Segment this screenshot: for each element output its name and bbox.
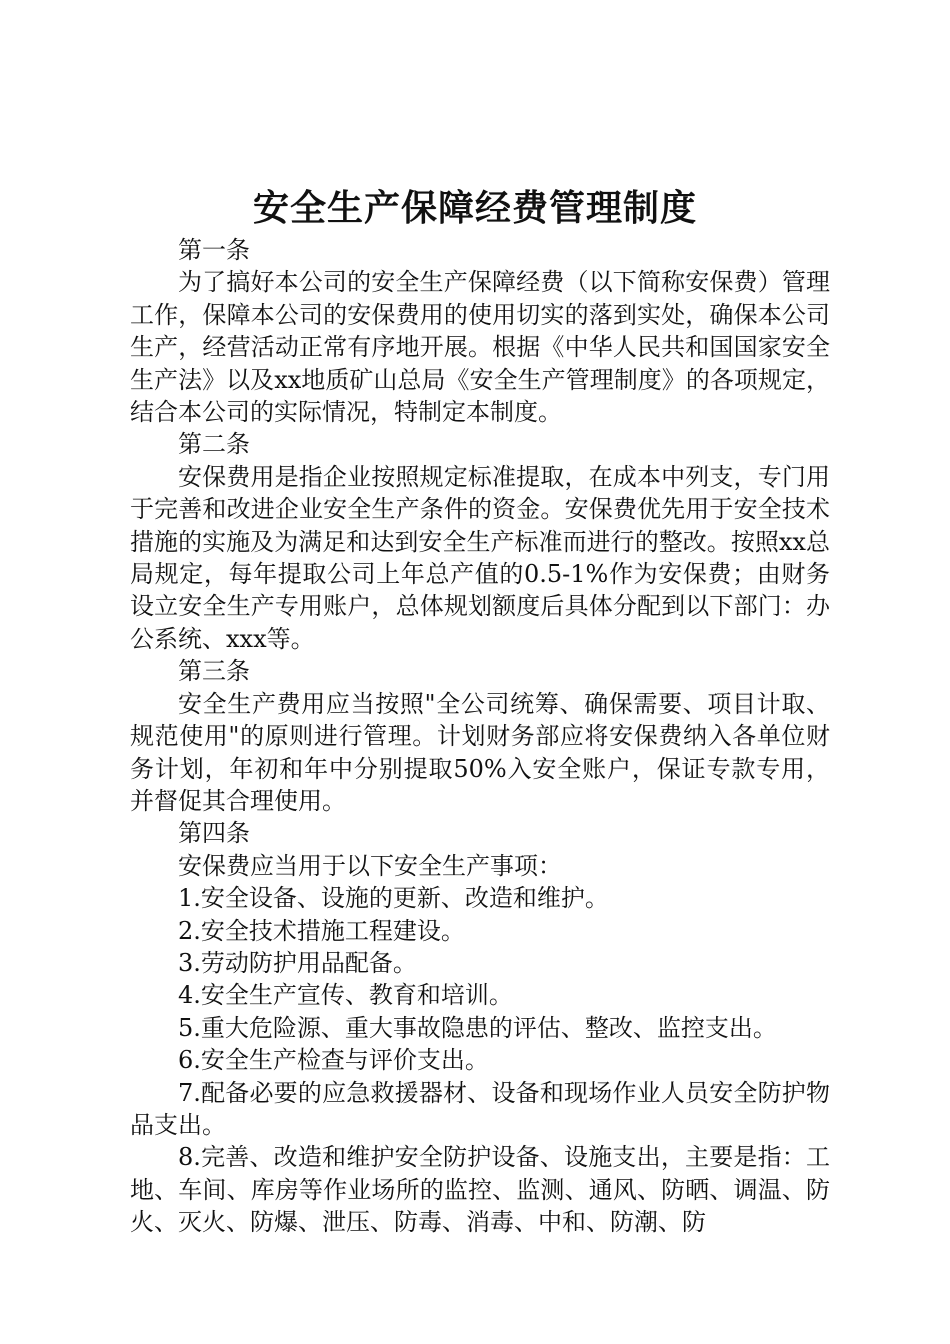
list-item: 1.安全设备、设施的更新、改造和维护。	[178, 884, 609, 913]
article-heading-2: 第二条	[178, 430, 250, 459]
list-item: 5.重大危险源、重大事故隐患的评估、整改、监控支出。	[178, 1013, 777, 1042]
list-item: 4.安全生产宣传、教育和培训。	[178, 981, 513, 1010]
list-item: 2.安全技术措施工程建设。	[178, 916, 465, 945]
list-item: 3.劳动防护用品配备。	[178, 948, 417, 977]
article-heading-4: 第四条	[178, 819, 250, 848]
article-1-paragraph: 为了搞好本公司的安全生产保障经费（以下简称安保费）管理工作，保障本公司的安保费用的使用切实的落到实处，确保本公司生产，经营活动正常有序地开展。根据《中华人民共和国国家安全生产法》以及xx地质矿山总局《安全生产管理制度》的各项规定，结合本公司的实际情况，特制定本制度。	[130, 268, 830, 427]
article-4-intro: 安保费应当用于以下安全生产事项：	[178, 851, 562, 880]
article-heading-1: 第一条	[178, 236, 250, 264]
list-item: 8.完善、改造和维护安全防护设备、设施支出，主要是指：工地、车间、库房等作业场所的监控、监测、通风、防晒、调温、防火、灭火、防爆、泄压、防毒、消毒、中和、防潮、防	[130, 1143, 830, 1237]
list-item: 7.配备必要的应急救援器材、设备和现场作业人员安全防护物品支出。	[130, 1078, 830, 1139]
document-title: 安全生产保障经费管理制度	[252, 187, 697, 229]
article-2-paragraph: 安保费用是指企业按照规定标准提取，在成本中列支，专门用于完善和改进企业安全生产条件的资金。安保费优先用于安全技术措施的实施及为满足和达到安全生产标准而进行的整改。按照xx总局规定，每年提取公司上年总产值的0.5-1%作为安保费；由财务设立安全生产专用账户，总体规划额度后具体分配到以下部门：办公系统、xxx等。	[130, 462, 830, 653]
article-3-paragraph: 安全生产费用应当按照"全公司统筹、确保需要、项目计取、规范使用"的原则进行管理。计划财务部应将安保费纳入各单位财务计划，年初和年中分别提取50%入安全账户，保证专款专用，并督促其合理使用。	[130, 689, 830, 815]
document-body	[130, 234, 830, 1239]
article-heading-3: 第三条	[178, 657, 250, 686]
list-item: 6.安全生产检查与评价支出。	[178, 1046, 489, 1075]
